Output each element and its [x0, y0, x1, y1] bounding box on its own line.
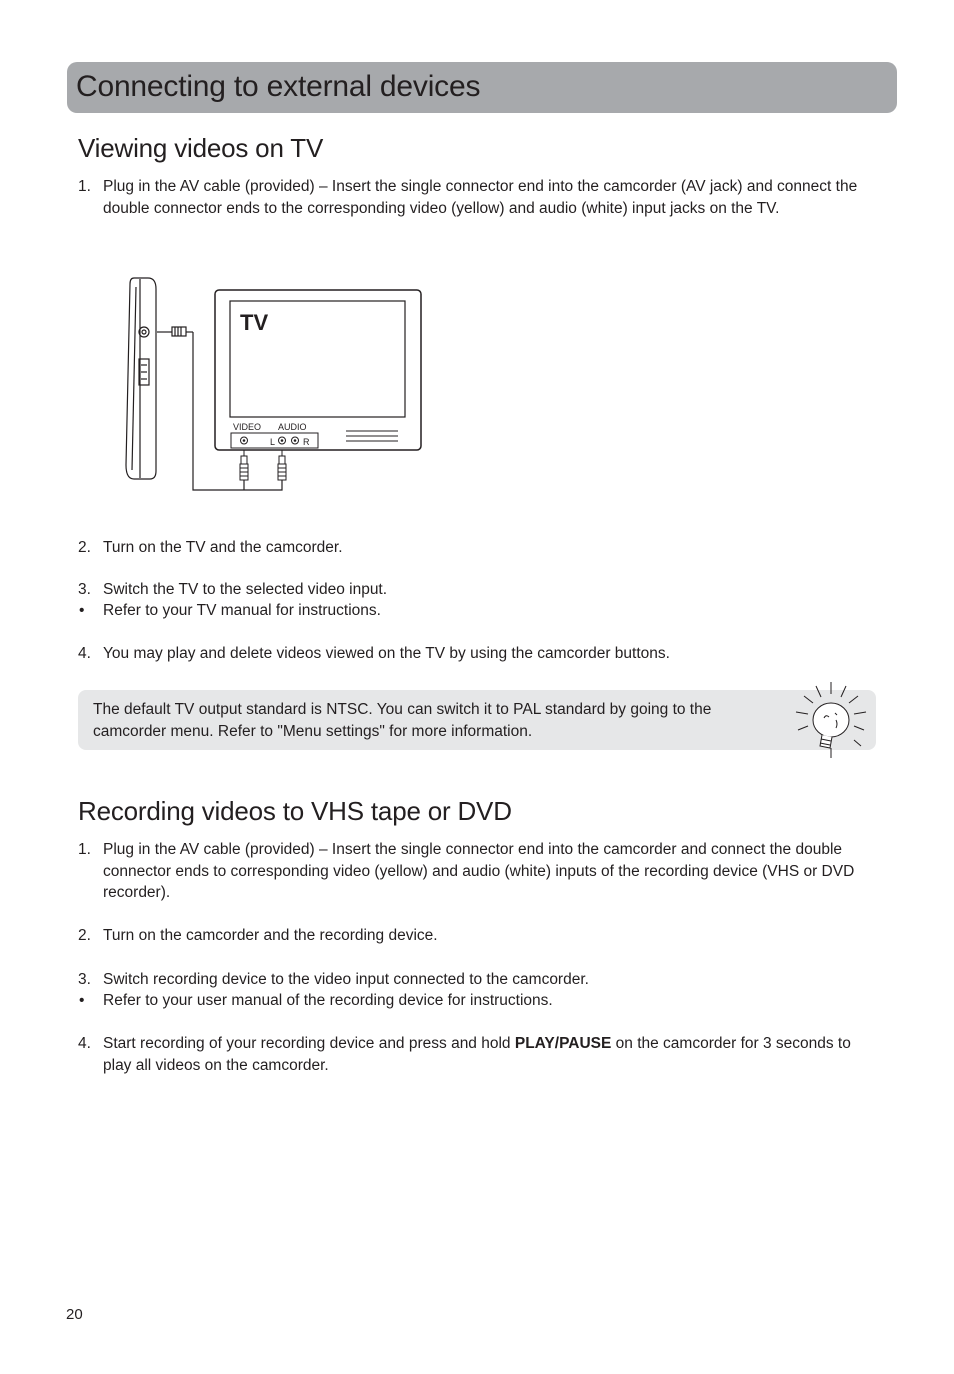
step-text: Turn on the TV and the camcorder.	[103, 539, 343, 556]
video-label: VIDEO	[233, 422, 262, 432]
camcorder-illustration	[126, 278, 156, 479]
list-item	[78, 1033, 878, 1076]
step-number: 4.	[78, 645, 91, 662]
tv-label: TV	[240, 310, 269, 335]
step-number: 3.	[78, 971, 91, 988]
tv-illustration	[215, 290, 421, 450]
list-item	[78, 600, 878, 622]
note-box	[78, 690, 876, 750]
list-item	[78, 990, 878, 1012]
step-text: Turn on the camcorder and the recording device.	[103, 927, 438, 944]
list-item	[78, 579, 878, 601]
title-banner	[67, 62, 897, 113]
section-heading-viewing: Viewing videos on TV	[78, 133, 324, 163]
step-text: Refer to your TV manual for instructions.	[103, 602, 381, 619]
step-number: 3.	[78, 581, 91, 598]
play-pause-label: PLAY/PAUSE	[514, 1035, 612, 1052]
audio-label: AUDIO	[278, 422, 307, 432]
step-text: You may play and delete videos viewed on the TV by using the camcorder buttons.	[103, 645, 670, 662]
bullet-marker: •	[79, 602, 85, 619]
list-item	[78, 969, 878, 991]
step-number: 2.	[78, 927, 91, 944]
section-heading-recording: Recording videos to VHS tape or DVD	[78, 796, 512, 826]
list-item	[78, 537, 878, 559]
rca-plugs	[240, 450, 286, 480]
bullet-marker: •	[79, 992, 85, 1009]
left-channel-label: L	[270, 437, 276, 447]
right-channel-label: R	[303, 437, 310, 447]
step-text-after: on the camcorder for 3 seconds to play all videos on the camcorder.	[103, 1035, 851, 1074]
step-number: 1.	[78, 178, 91, 195]
lightbulb-icon	[786, 680, 876, 760]
step-text: Plug in the AV cable (provided) – Insert the single connector end into the camcorder (AV jack) and connect the double connector ends to the corresponding video (yellow) and audio (white) input jacks on the TV.	[103, 178, 858, 217]
step-text	[103, 1033, 878, 1076]
step-text: Switch the TV to the selected video input.	[103, 581, 388, 598]
step-number: 2.	[78, 539, 91, 556]
list-item	[78, 839, 878, 904]
tv-connection-diagram	[120, 275, 430, 495]
step-text-before: Start recording of your recording device and press and hold	[103, 1035, 515, 1052]
page-title: Connecting to external devices	[76, 70, 481, 103]
note-text: The default TV output standard is NTSC. You can switch it to PAL standard by going to the camcorder menu. Refer to "Menu settings" for more information.	[93, 701, 712, 740]
step-text: Refer to your user manual of the recording device for instructions.	[103, 992, 553, 1009]
page-number: 20	[66, 1306, 83, 1323]
list-item	[78, 643, 878, 665]
list-item	[78, 925, 878, 947]
step-number: 1.	[78, 841, 91, 858]
step-text: Switch recording device to the video input connected to the camcorder.	[103, 971, 589, 988]
list-item	[78, 176, 878, 219]
step-number: 4.	[78, 1035, 91, 1052]
step-text: Plug in the AV cable (provided) – Insert the single connector end into the camcorder and connect the double connector ends to corresponding video (yellow) and audio (white) inputs of the recording device (VHS or DVD recorder).	[103, 841, 855, 901]
